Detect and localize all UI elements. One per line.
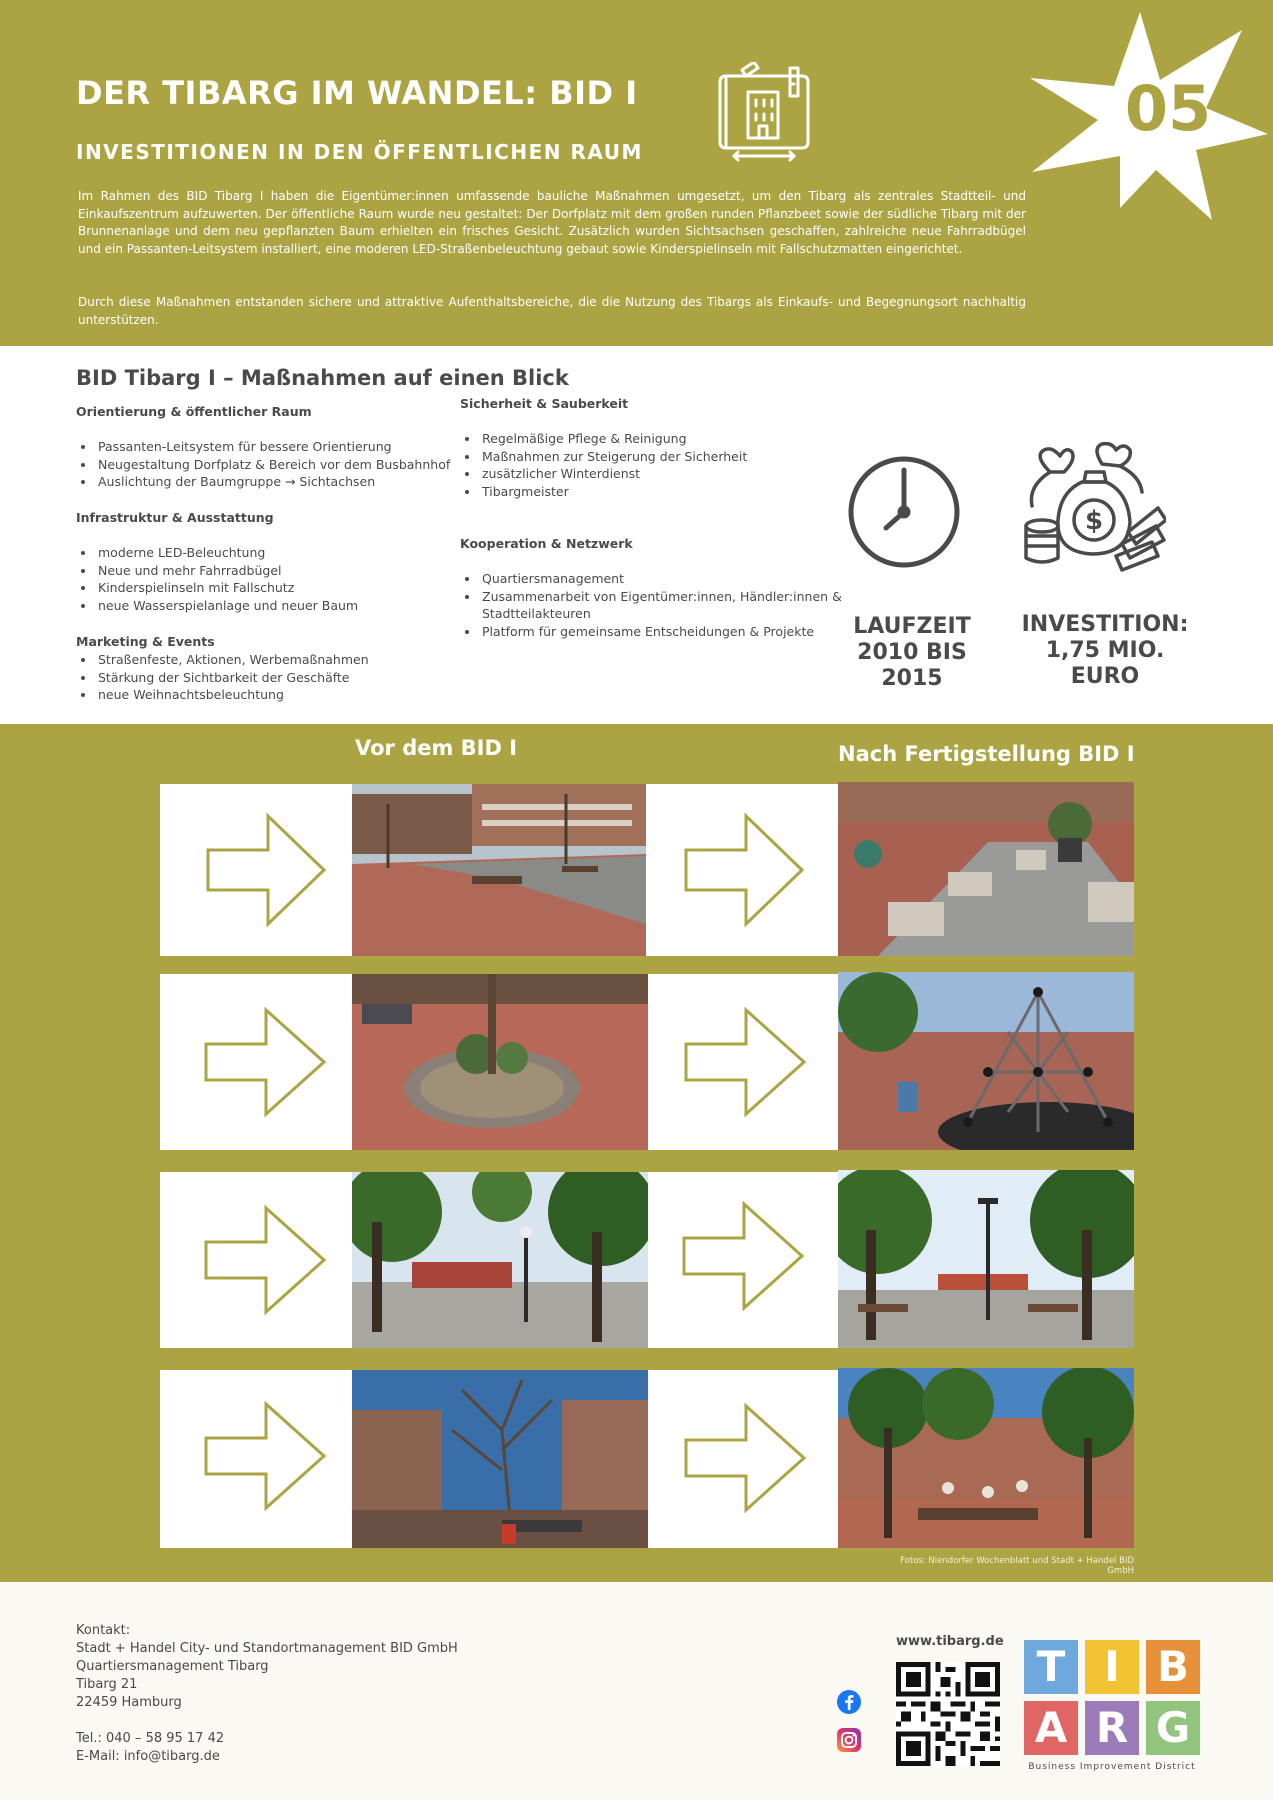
arrow-panel [648, 1172, 838, 1348]
list-item: • Quartiersmanagement [480, 570, 850, 588]
list-item: • Neugestaltung Dorfplatz & Bereich vor dem Busbahnhof [96, 456, 476, 474]
logo-letter: T [1024, 1640, 1078, 1694]
list-item: • Neue und mehr Fahrradbügel [96, 562, 476, 580]
intro-paragraph-2: Durch diese Maßnahmen entstanden sichere und attraktive Aufenthaltsbereiche, die die Nutzung des Tibargs als Einkaufs- und Begegnungsort nachhaltig unterstützen. [78, 295, 1026, 327]
photo-after-2 [838, 972, 1134, 1150]
arrow-panel [648, 974, 838, 1150]
list-orientation [76, 438, 476, 491]
list-infrastructure [76, 544, 476, 614]
footer [0, 1582, 1273, 1800]
list-item: • Auslichtung der Baumgruppe → Sichtachsen [96, 473, 476, 491]
after-column-heading: Nach Fertigstellung BID I [838, 742, 1135, 766]
before-after-gallery [0, 724, 1273, 1582]
list-item: • Kinderspielinseln mit Fallschutz [96, 579, 476, 597]
qr-code[interactable] [896, 1662, 1000, 1766]
photo-after-4 [838, 1368, 1134, 1548]
stat-runtime [826, 614, 998, 692]
arrow-right-icon [160, 1370, 352, 1548]
list-item: • Platform für gemeinsame Entscheidungen & Projekte [480, 623, 850, 641]
website-link[interactable]: www.tibarg.de [896, 1634, 1004, 1649]
logo-letter: R [1085, 1701, 1139, 1755]
list-cooperation [460, 570, 850, 640]
overview-section [0, 346, 1273, 724]
facebook-icon[interactable] [837, 1690, 861, 1714]
list-item: • Passanten-Leitsystem für bessere Orientierung [96, 438, 476, 456]
section-heading-marketing: Marketing & Events [76, 634, 215, 649]
page-title: DER TIBARG IM WANDEL: BID I [76, 74, 638, 112]
arrow-right-icon [646, 784, 838, 956]
arrow-right-icon [648, 974, 838, 1150]
arrow-panel [646, 784, 838, 956]
arrow-panel [648, 1370, 838, 1548]
arrow-right-icon [160, 784, 352, 956]
intro-paragraph: Im Rahmen des BID Tibarg I haben die Eigentümer:innen umfassende bauliche Maßnahmen umgesetzt, um den Tibarg als zentrales Stadtteil- und Einkaufszentrum aufzuwerten. Der öffentliche Raum wurde neu gestaltet: Der Dorfplatz mit dem großen runden Pflanzbeet sowie der südliche Tibarg mit der Brunnenanlage und dem neu gepflanzten Baum erhielten ein frisches Gesicht. Zusätzlich wurden Sichtsachsen geschaffen, zahlreiche neue Fahrradbügel und ein Passanten-Leitsystem installiert, eine moderen LED-Straßenbeleuchtung gebaut sowie Kinderspielinseln mit Fallschutzmatten eingerichtet. [78, 189, 1026, 256]
list-item: • neue Wasserspielanlage und neuer Baum [96, 597, 476, 615]
logo-letter: G [1146, 1701, 1200, 1755]
clock-icon [846, 454, 962, 570]
list-item: • Straßenfeste, Aktionen, Werbemaßnahmen [96, 651, 476, 669]
contact-city: 22459 Hamburg [76, 1695, 182, 1710]
photo-before-4 [352, 1370, 648, 1548]
stat-investment [1012, 612, 1198, 690]
section-heading-security: Sicherheit & Sauberkeit [460, 396, 629, 411]
playground-photo-after-2 [838, 972, 1134, 1150]
photo-before-1 [352, 784, 646, 956]
arrow-right-icon [648, 1370, 838, 1548]
tibarg-logo [1024, 1640, 1200, 1780]
list-item: • Zusammenarbeit von Eigentümer:innen, Händler:innen & Stadtteilakteuren [480, 588, 850, 623]
plaza-photo-after-1 [838, 782, 1134, 956]
contact-phone: Tel.: 040 – 58 95 17 42 [76, 1731, 225, 1746]
stat-runtime-label: LAUFZEIT [853, 614, 971, 639]
list-item: • Regelmäßige Pflege & Reinigung [480, 430, 850, 448]
blueprint-building-icon [712, 62, 816, 166]
arrow-panel [160, 1172, 352, 1348]
stat-investment-label: INVESTITION: [1021, 612, 1189, 637]
list-item: • Stärkung der Sichtbarkeit der Geschäfte [96, 669, 476, 687]
list-item: • neue Weihnachtsbeleuchtung [96, 686, 476, 704]
arrow-right-icon [648, 1172, 838, 1348]
plaza-photo-after-3 [838, 1170, 1134, 1348]
stat-investment-value: 1,75 MIO. EURO [1045, 638, 1165, 689]
arrow-panel [160, 974, 352, 1150]
list-item: • Maßnahmen zur Steigerung der Sicherheit [480, 448, 850, 466]
street-photo-before-4 [352, 1370, 648, 1548]
photo-after-3 [838, 1170, 1134, 1348]
logo-letter: A [1024, 1701, 1078, 1755]
photo-before-2 [352, 974, 648, 1150]
list-security [460, 430, 850, 500]
list-item: • Tibargmeister [480, 483, 850, 501]
arrow-right-icon [160, 974, 352, 1150]
plaza-photo-before-1 [352, 784, 646, 956]
street-photo-after-4 [838, 1368, 1134, 1548]
plaza-photo-before-2 [352, 974, 648, 1150]
overview-title: BID Tibarg I – Maßnahmen auf einen Blick [76, 366, 569, 390]
logo-letter: I [1085, 1640, 1139, 1694]
list-marketing [76, 651, 476, 704]
svg-text:$: $ [1084, 506, 1104, 536]
logo-tagline: Business Improvement District [1028, 1762, 1196, 1772]
list-item: • moderne LED-Beleuchtung [96, 544, 476, 562]
contact-label: Kontakt: [76, 1623, 131, 1638]
instagram-icon[interactable] [837, 1728, 861, 1752]
contact-block [76, 1622, 458, 1766]
money-bags-icon [1020, 442, 1166, 572]
contact-company: Stadt + Handel City- und Standortmanagement BID GmbH [76, 1641, 458, 1656]
photo-before-3 [352, 1172, 648, 1348]
section-heading-infrastructure: Infrastruktur & Ausstattung [76, 510, 274, 525]
contact-email[interactable]: E-Mail: info@tibarg.de [76, 1749, 220, 1764]
before-column-heading: Vor dem BID I [355, 736, 518, 760]
list-item: • zusätzlicher Winterdienst [480, 465, 850, 483]
photo-after-1 [838, 782, 1134, 956]
contact-street: Tibarg 21 [76, 1677, 138, 1692]
contact-department: Quartiersmanagement Tibarg [76, 1659, 269, 1674]
plaza-photo-before-3 [352, 1172, 648, 1348]
arrow-panel [160, 784, 352, 956]
stat-runtime-value: 2010 BIS 2015 [857, 640, 967, 691]
photo-credit: Fotos: Niendorfer Wochenblatt und Stadt + Handel BID GmbH [900, 1556, 1134, 1576]
section-heading-cooperation: Kooperation & Netzwerk [460, 536, 633, 551]
badge-number: 05 [1124, 72, 1212, 145]
page-subtitle: INVESTITIONEN IN DEN ÖFFENTLICHEN RAUM [76, 140, 643, 164]
logo-letter: B [1146, 1640, 1200, 1694]
arrow-right-icon [160, 1172, 352, 1348]
header-section [0, 0, 1273, 346]
arrow-panel [160, 1370, 352, 1548]
section-heading-orientation: Orientierung & öffentlicher Raum [76, 404, 312, 419]
